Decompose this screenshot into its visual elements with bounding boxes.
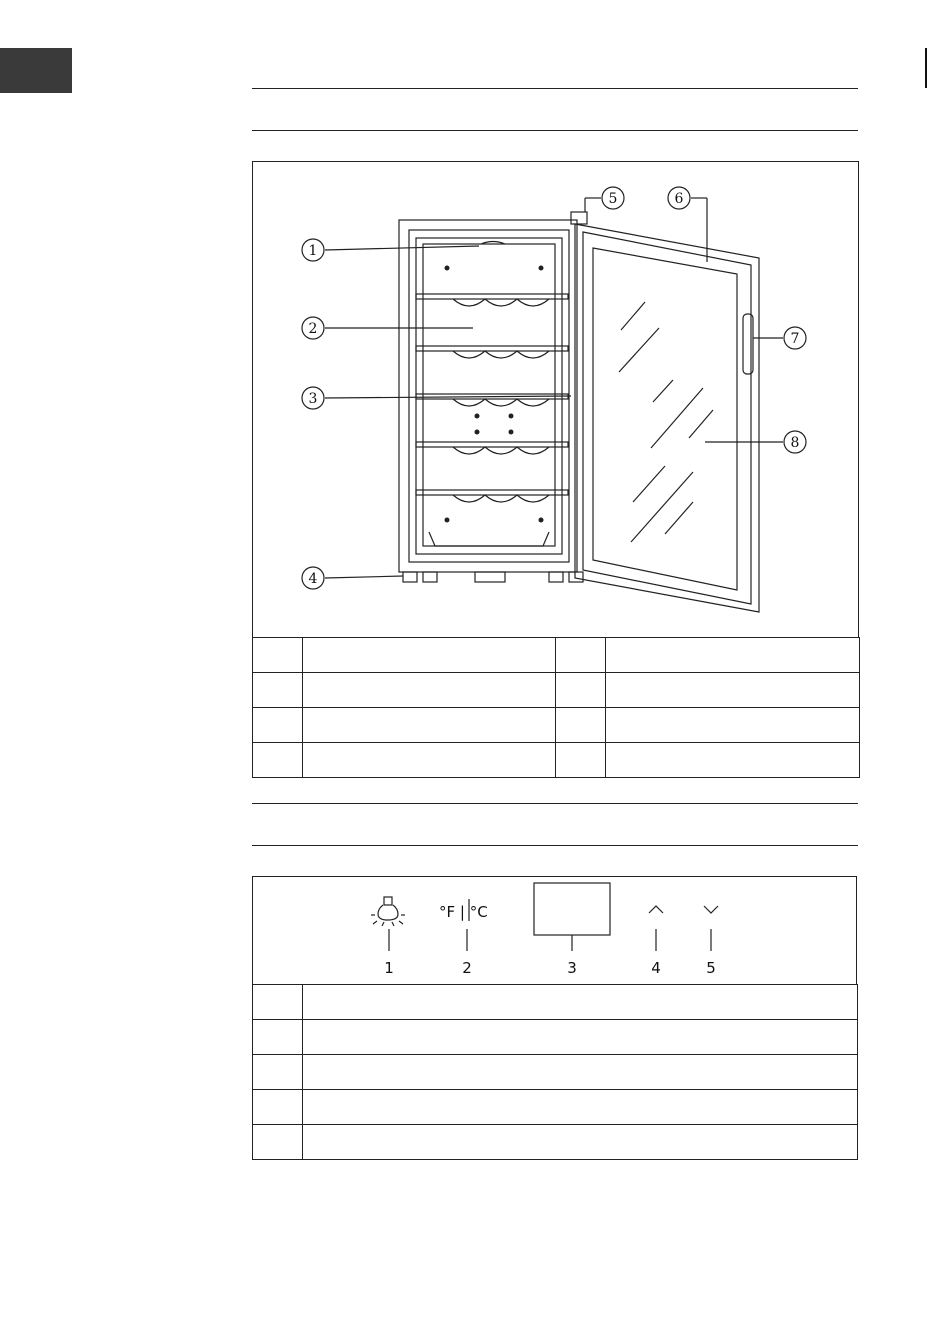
callout-8: 8: [790, 435, 800, 451]
callout-3: 3: [308, 391, 318, 407]
callout-5: 5: [608, 191, 618, 207]
table-row: [253, 1125, 858, 1160]
table-row: [253, 743, 860, 778]
chevron-up-icon: [649, 906, 663, 913]
section-rule-bottom: [252, 130, 858, 131]
callout-6: 6: [674, 191, 684, 207]
control-callout-4: 4: [651, 959, 661, 977]
parts-table: [252, 637, 860, 778]
control-callout-5: 5: [706, 959, 716, 977]
light-bulb-icon: [371, 897, 405, 926]
control-callout-3: 3: [567, 959, 577, 977]
section-rule-bottom-2: [252, 845, 858, 846]
table-row: [253, 1020, 858, 1055]
control-panel-diagram: [252, 876, 857, 985]
table-row: [253, 673, 860, 708]
table-row: [253, 638, 860, 673]
section-heading-controls: [252, 804, 858, 844]
table-row: [253, 1090, 858, 1125]
section-heading-appliance: [252, 89, 858, 129]
table-row: [253, 985, 858, 1020]
table-row: [253, 708, 860, 743]
control-callout-1: 1: [384, 959, 394, 977]
display: [534, 883, 610, 935]
callout-1: 1: [308, 243, 318, 259]
appliance-diagram: [252, 161, 859, 638]
callout-4: 4: [308, 571, 318, 587]
table-row: [253, 1055, 858, 1090]
callout-7: 7: [790, 331, 800, 347]
callout-2: 2: [308, 321, 318, 337]
language-tab: [0, 48, 72, 93]
page-edge-mark: [925, 48, 927, 88]
controls-table: [252, 984, 858, 1160]
control-callout-2: 2: [462, 959, 472, 977]
chevron-down-icon: [704, 906, 718, 913]
unit-toggle-icon: °F | °C: [439, 903, 488, 921]
